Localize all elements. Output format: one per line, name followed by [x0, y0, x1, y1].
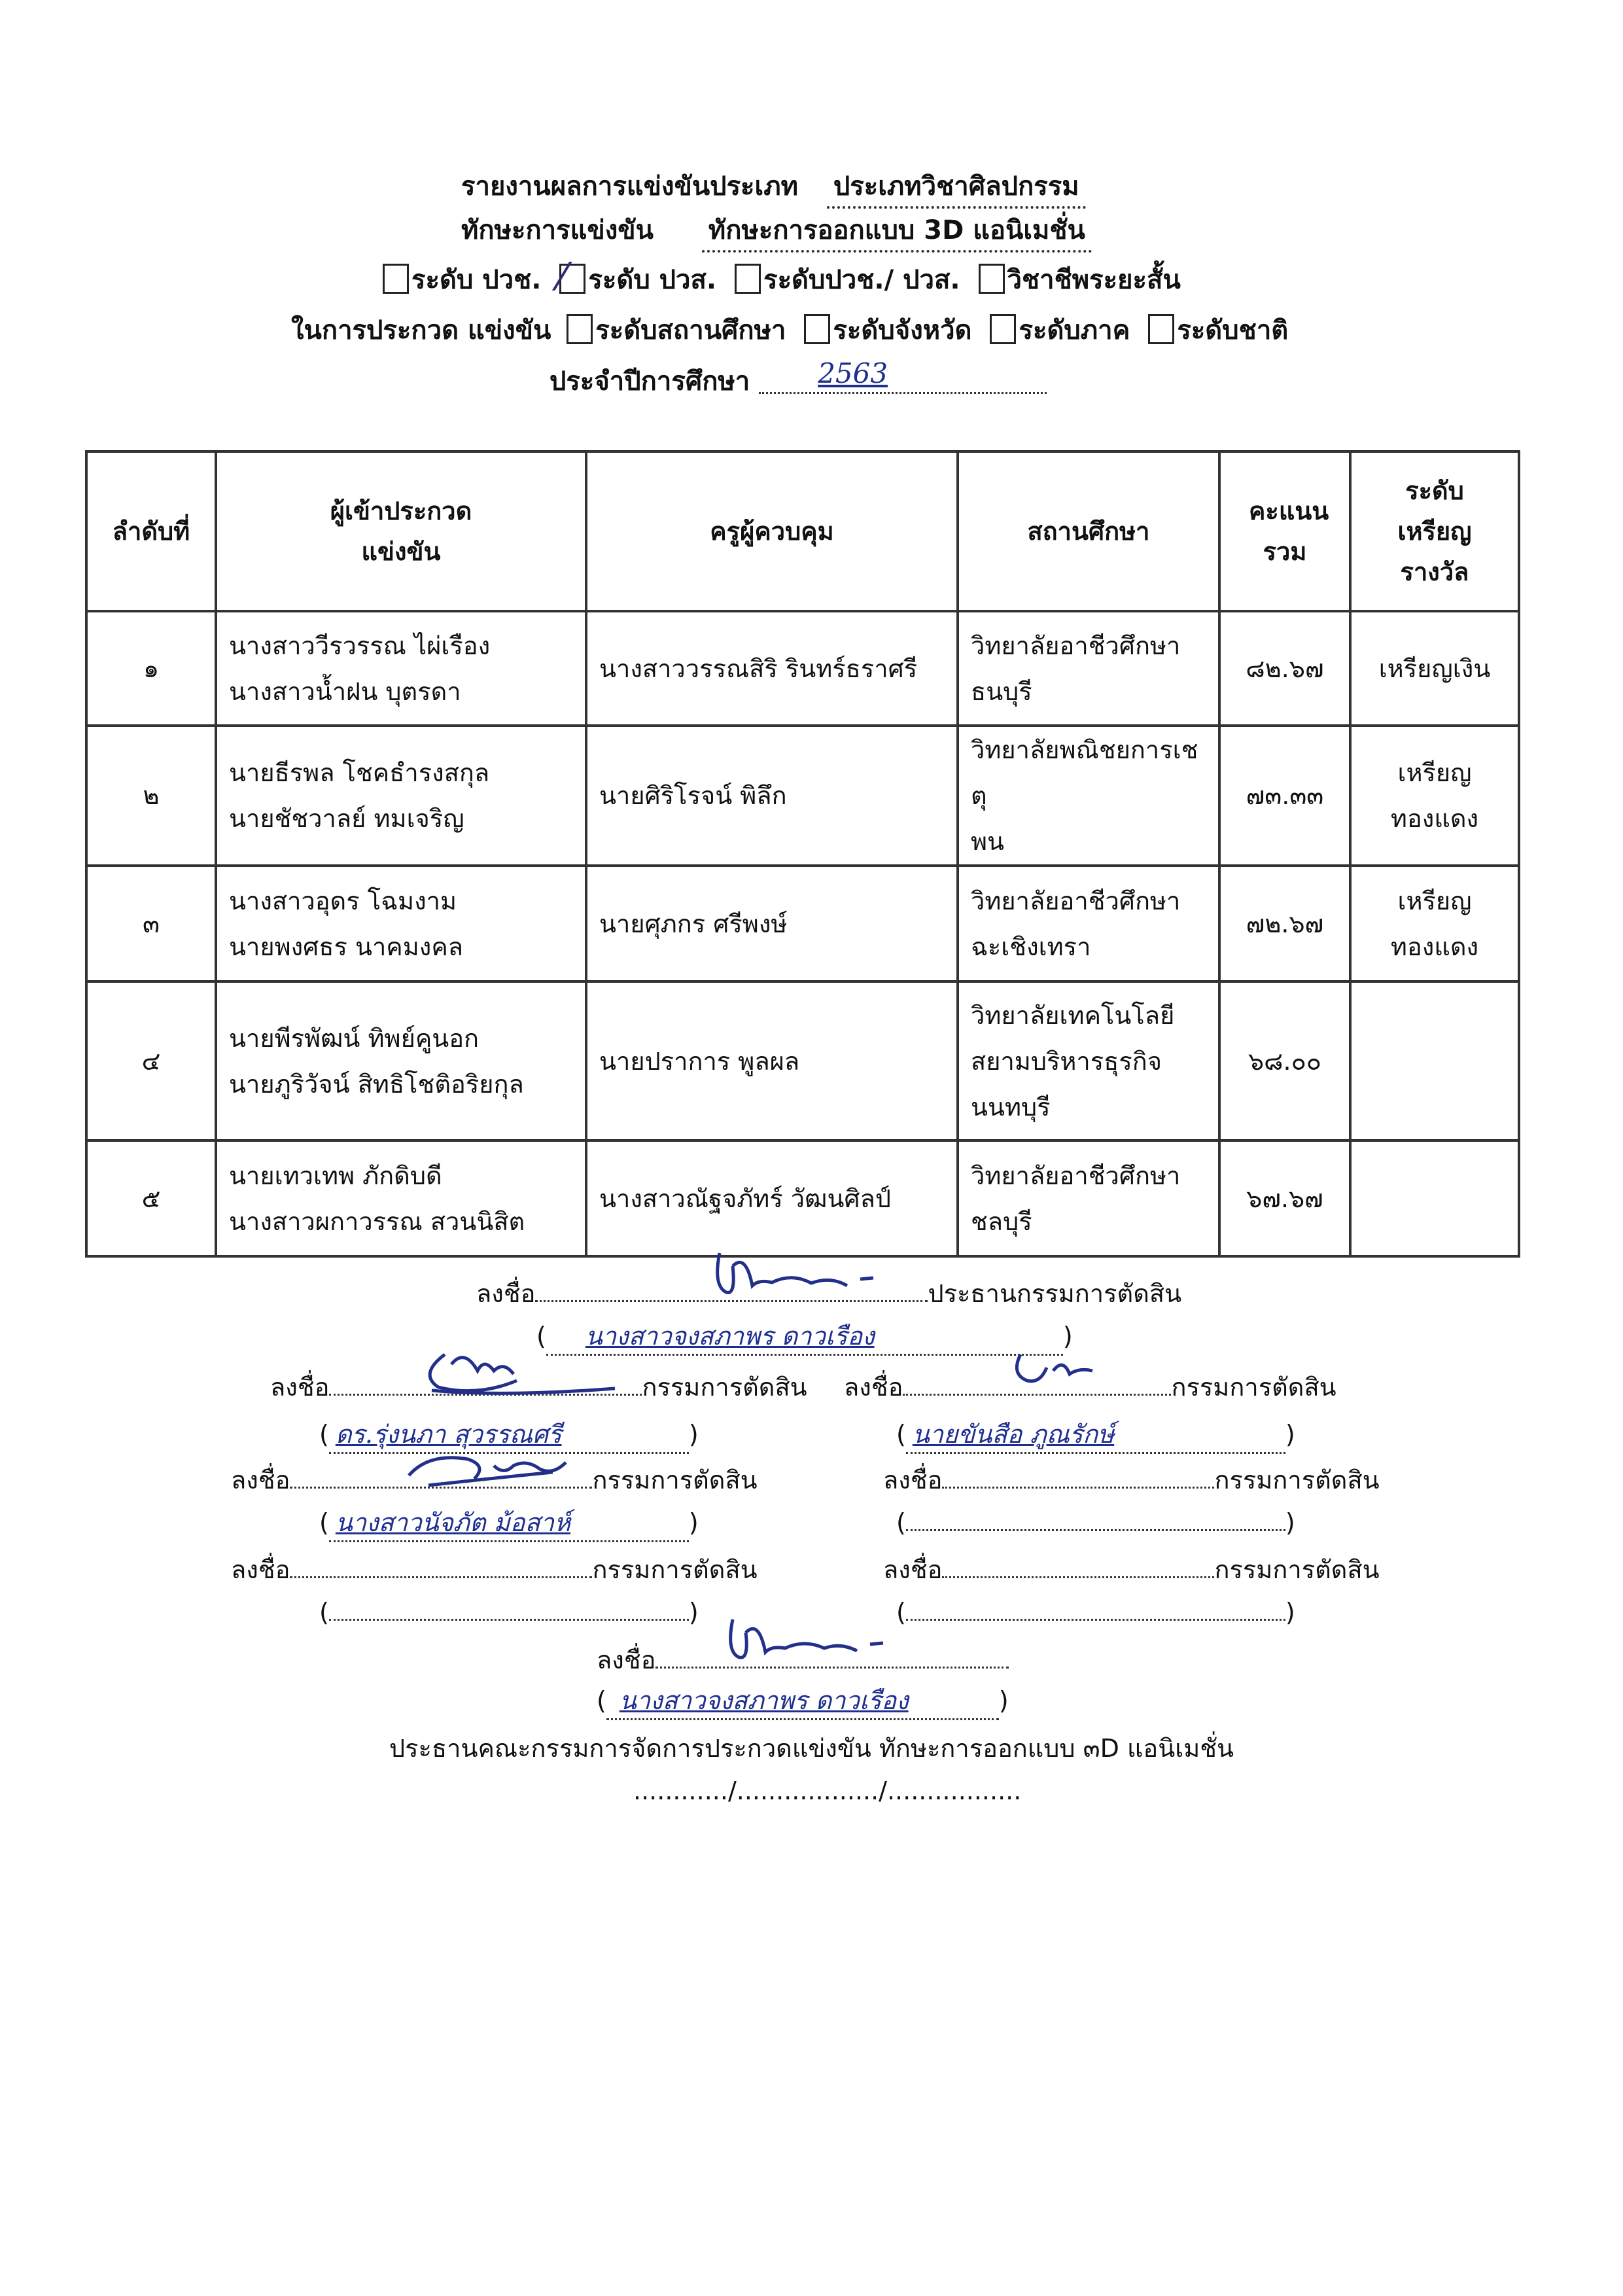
scope-checkboxes: [291, 311, 1288, 350]
school-line: ชลบุรี: [971, 1207, 1032, 1236]
school-cell: [958, 611, 1219, 726]
teacher-cell: นายปราการ พูลผล: [586, 981, 958, 1140]
school-line: สยามบริหารธุรกิจ: [971, 1046, 1162, 1076]
teacher-cell: นางสาววรรณสิริ รินทร์ธราศรี: [586, 611, 958, 726]
school-cell: [958, 726, 1219, 866]
contestant-name: นายภูริวัจน์ สิทธิโชติอริยกุล: [229, 1069, 524, 1099]
contestants-cell: [216, 726, 586, 866]
row-number: ๔: [86, 981, 216, 1140]
chair-name-line: ( นางสาวจงสภาพร ดาวเรือง ): [536, 1318, 1073, 1356]
award-cell: [1350, 866, 1519, 981]
contestants-cell: [216, 981, 586, 1140]
level-label-2: ระดับ ปวส.: [588, 265, 717, 295]
skill-value: ทักษะการออกแบบ 3D แอนิเมชั่น: [702, 211, 1092, 253]
report-title-line: [461, 167, 1086, 209]
award-cell: [1350, 611, 1519, 726]
contestant-name: นายชัชวาลย์ ทมเจริญ: [229, 804, 464, 833]
row-number: ๕: [86, 1140, 216, 1256]
col-header-award: [1350, 451, 1519, 611]
contestant-name: นางสาวอุดร โฉมงาม: [229, 886, 457, 915]
teacher-cell: นายศุภกร ศรีพงษ์: [586, 866, 958, 981]
award-line: ทองแดง: [1390, 932, 1479, 961]
contestants-cell: [216, 611, 586, 726]
judge4-name-field: [906, 1529, 1285, 1531]
scope-label-4: ระดับชาติ: [1177, 315, 1289, 345]
award-line: เหรียญ: [1397, 758, 1472, 787]
judge1-signature-mark: [406, 1335, 621, 1400]
col-header-award-text: ระดับ เหรียญ รางวัล: [1397, 476, 1472, 586]
award-cell: [1350, 981, 1519, 1140]
judge2-signature-mark: [1007, 1341, 1112, 1394]
school-cell: [958, 866, 1219, 981]
signature-field: [290, 1576, 592, 1578]
date-line: ............/................../.................: [633, 1776, 1022, 1805]
contestant-name: นายพงศธร นาคมงคล: [229, 932, 464, 961]
judge6-signature-line: [883, 1552, 1380, 1587]
academic-year-line: [550, 357, 1047, 401]
school-line: ฉะเชิงเทรา: [971, 932, 1091, 961]
judge1-name: ดร.รุ่งนภา สุวรรณศรี: [335, 1420, 562, 1449]
sign-label: ลงชื่อ: [270, 1373, 330, 1402]
contestant-name: นางสาววีรวรรณ ไผ่เรือง: [229, 631, 491, 660]
contestants-cell: [216, 866, 586, 981]
judge3-name: นางสาวนัจภัต ม้อสาห์: [335, 1508, 571, 1537]
judge3-name-line: ( นางสาวนัจภัต ม้อสาห์ ): [319, 1505, 699, 1542]
organizer-role: ประธานคณะกรรมการจัดการประกวดแข่งขัน ทักษะการออกแบบ ๓D แอนิเมชั่น: [389, 1734, 1234, 1763]
judge5-name-line: ( ): [319, 1598, 699, 1627]
report-title-label: รายงานผลการแข่งขันประเภท: [461, 171, 798, 202]
scope-prefix: ในการประกวด แข่งขัน: [291, 315, 551, 345]
sign-label: ลงชื่อ: [844, 1373, 903, 1402]
checkbox-scope-national[interactable]: [1148, 314, 1174, 344]
teacher-cell: นายศิริโรจน์ พิลึก: [586, 726, 958, 866]
judge1-name-line: ( ดร.รุ่งนภา สุวรรณศรี ): [319, 1417, 699, 1454]
score-cell: ๖๗.๖๗: [1219, 1140, 1350, 1256]
school-cell: [958, 1140, 1219, 1256]
contestant-name: นายธีรพล โชคธำรงสกุล: [229, 758, 490, 787]
chair-name-field: [546, 1318, 1063, 1356]
results-table: [85, 450, 1520, 1258]
competition-type-value: ประเภทวิชาศิลปกรรม: [827, 167, 1086, 209]
award-cell: [1350, 726, 1519, 866]
judge6-name-field: [906, 1619, 1285, 1621]
signature-field: [903, 1394, 1171, 1396]
chair-signature-mark: [707, 1240, 890, 1305]
skill-label: ทักษะการแข่งขัน: [461, 215, 654, 245]
checkbox-scope-institution[interactable]: [567, 314, 593, 344]
sign-label: ลงชื่อ: [476, 1279, 536, 1308]
teacher-cell: นางสาวณัฐจภัทร์ วัฒนศิลป์: [586, 1140, 958, 1256]
sign-label: ลงชื่อ: [883, 1555, 943, 1584]
award-line: เหรียญเงิน: [1378, 654, 1491, 683]
sign-label: ลงชื่อ: [231, 1555, 290, 1584]
judge2-name-field: [906, 1417, 1285, 1454]
col-header-score-text: คะแนน รวม: [1249, 497, 1329, 566]
checkbox-level-short-course[interactable]: [979, 264, 1005, 294]
academic-year-field: [759, 357, 1047, 394]
organizer-signature-mark: [720, 1606, 896, 1669]
check-mark-icon: ⁄: [559, 255, 566, 299]
row-number: ๒: [86, 726, 216, 866]
judge4-signature-line: [883, 1462, 1380, 1498]
contestant-name: นายเทวเทพ ภักดิบดี: [229, 1161, 442, 1190]
score-cell: ๖๘.๐๐: [1219, 981, 1350, 1140]
col-header-score: [1219, 451, 1350, 611]
judge2-role: กรรมการตัดสิน: [1171, 1373, 1336, 1402]
col-header-contestants: [216, 451, 586, 611]
contestant-name: นางสาวน้ำฝน บุตรดา: [229, 677, 461, 706]
sign-label: ลงชื่อ: [597, 1646, 656, 1674]
judge5-name-field: [329, 1619, 689, 1621]
judge5-role: กรรมการตัดสิน: [592, 1555, 758, 1584]
academic-year-value: 2563: [818, 357, 888, 389]
table-row: [86, 726, 1519, 866]
checkbox-level-vocational[interactable]: [383, 264, 409, 294]
table-row: [86, 611, 1519, 726]
judge3-signature-mark: [389, 1439, 585, 1498]
signature-field: [942, 1576, 1214, 1578]
skill-line: [461, 211, 1092, 253]
level-checkboxes: [383, 255, 1181, 300]
table-row: [86, 866, 1519, 981]
school-line: วิทยาลัยอาชีวศึกษา: [971, 631, 1181, 660]
checkbox-level-high-vocational[interactable]: [559, 255, 585, 299]
judge4-role: กรรมการตัดสิน: [1214, 1466, 1380, 1494]
award-line: เหรียญ: [1397, 886, 1472, 915]
organizer-name-field: [606, 1683, 999, 1720]
school-line: พน: [971, 827, 1005, 856]
school-line: วิทยาลัยเทคโนโลยี: [971, 1000, 1175, 1030]
score-cell: ๗๒.๖๗: [1219, 866, 1350, 981]
school-line: ธนบุรี: [971, 677, 1032, 706]
level-label-4: วิชาชีพระยะสั้น: [1007, 265, 1181, 295]
scope-label-3: ระดับภาค: [1019, 315, 1130, 345]
judge2-name: นายขันสือ ภูณรักษ์: [912, 1420, 1115, 1449]
checkbox-scope-province[interactable]: [804, 314, 830, 344]
scope-label-2: ระดับจังหวัด: [833, 315, 972, 345]
checkbox-scope-region[interactable]: [990, 314, 1016, 344]
academic-year-label: ประจำปีการศึกษา: [550, 366, 750, 397]
school-cell: [958, 981, 1219, 1140]
signature-field: [942, 1487, 1214, 1489]
level-label-3: ระดับปวช./ ปวส.: [763, 265, 960, 295]
contestant-name: นายพีรพัฒน์ ทิพย์คูนอก: [229, 1023, 480, 1053]
judge3-role: กรรมการตัดสิน: [592, 1466, 758, 1494]
chair-name: นางสาวจงสภาพร ดาวเรือง: [585, 1322, 875, 1351]
judge2-name-line: ( นายขันสือ ภูณรักษ์ ): [896, 1417, 1295, 1454]
col-header-order: ลำดับที่: [86, 451, 216, 611]
sign-label: ลงชื่อ: [231, 1466, 290, 1494]
row-number: ๓: [86, 866, 216, 981]
award-cell: [1350, 1140, 1519, 1256]
sign-label: ลงชื่อ: [883, 1466, 943, 1494]
judge5-signature-line: [231, 1552, 758, 1587]
scope-label-1: ระดับสถานศึกษา: [595, 315, 786, 345]
judge3-name-field: [329, 1505, 689, 1542]
judge1-role: กรรมการตัดสิน: [642, 1373, 807, 1402]
contestant-name: นางสาวผกาวรรณ สวนนิสิต: [229, 1207, 525, 1236]
judge6-name-line: ( ): [896, 1598, 1295, 1627]
organizer-name-line: ( นางสาวจงสภาพร ดาวเรือง ): [597, 1683, 1009, 1720]
school-line: วิทยาลัยพณิชยการเชตุ: [971, 735, 1198, 810]
school-line: นนทบุรี: [971, 1092, 1051, 1122]
level-label-1: ระดับ ปวช.: [411, 265, 542, 295]
col-header-contestants-text: ผู้เข้าประกวด แข่งขัน: [330, 497, 472, 566]
score-cell: ๘๒.๖๗: [1219, 611, 1350, 726]
table-header-row: [86, 451, 1519, 611]
organizer-name: นางสาวจงสภาพร ดาวเรือง: [619, 1686, 909, 1715]
col-header-teacher: ครูผู้ควบคุม: [586, 451, 958, 611]
table-row: [86, 981, 1519, 1140]
row-number: ๑: [86, 611, 216, 726]
score-cell: ๗๓.๓๓: [1219, 726, 1350, 866]
table-row: [86, 1140, 1519, 1256]
checkbox-level-both[interactable]: [735, 264, 761, 294]
chair-role: ประธานกรรมการตัดสิน: [928, 1279, 1182, 1308]
judge6-role: กรรมการตัดสิน: [1214, 1555, 1380, 1584]
award-line: ทองแดง: [1390, 804, 1479, 833]
judge4-name-line: ( ): [896, 1508, 1295, 1537]
contestants-cell: [216, 1140, 586, 1256]
school-line: วิทยาลัยอาชีวศึกษา: [971, 886, 1181, 915]
school-line: วิทยาลัยอาชีวศึกษา: [971, 1161, 1181, 1190]
col-header-school: สถานศึกษา: [958, 451, 1219, 611]
